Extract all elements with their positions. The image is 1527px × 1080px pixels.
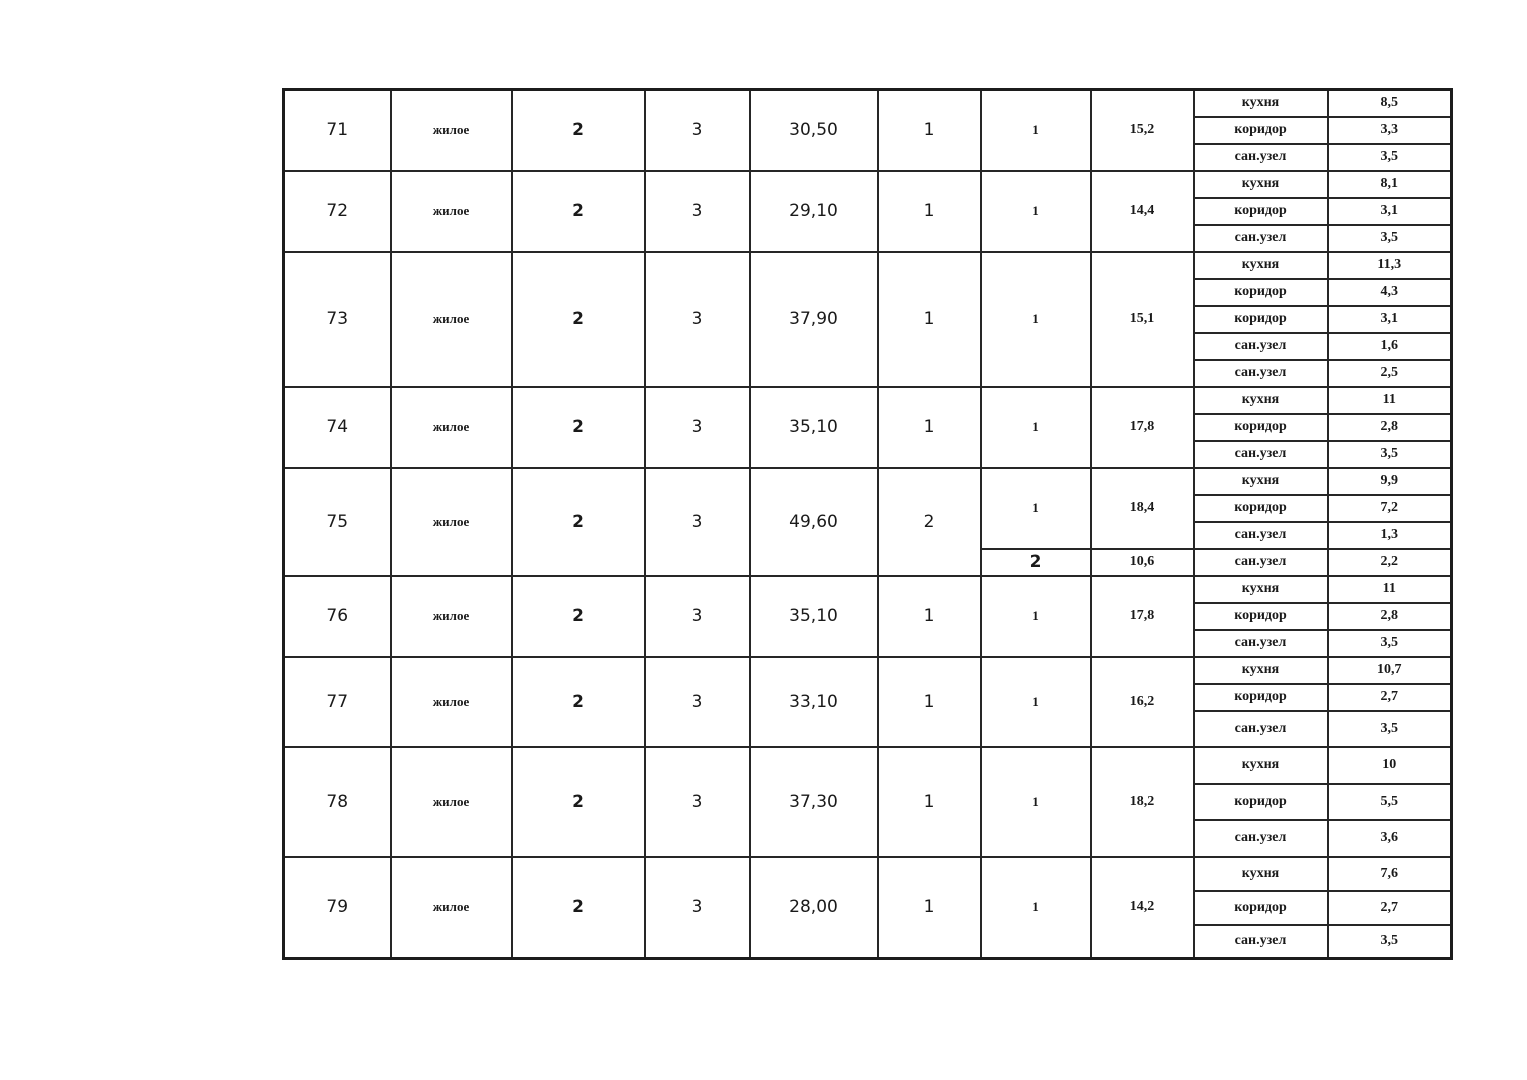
total-area: 37,90	[750, 252, 878, 387]
rooms-count: 1	[878, 252, 981, 387]
aux-room-name: сан.узел	[1194, 144, 1328, 171]
aux-room-area: 7,2	[1328, 495, 1452, 522]
living-room-area: 15,2	[1091, 90, 1194, 171]
living-room-number: 1	[981, 90, 1091, 171]
aux-room-name: коридор	[1194, 306, 1328, 333]
rooms-count: 1	[878, 387, 981, 468]
apartment-type: жилое	[391, 747, 512, 857]
rooms-count: 1	[878, 576, 981, 657]
living-room-number: 1	[981, 252, 1091, 387]
apartment-type: жилое	[391, 171, 512, 252]
aux-room-area: 2,7	[1328, 891, 1452, 925]
apartment-type: жилое	[391, 468, 512, 576]
apartment-col3: 2	[512, 387, 645, 468]
aux-room-name: коридор	[1194, 279, 1328, 306]
apartment-type: жилое	[391, 857, 512, 959]
aux-room-name: сан.узел	[1194, 549, 1328, 576]
rooms-count: 1	[878, 857, 981, 959]
apartment-col3: 2	[512, 747, 645, 857]
rooms-count: 1	[878, 747, 981, 857]
living-room-area: 16,2	[1091, 657, 1194, 747]
aux-room-name: сан.узел	[1194, 630, 1328, 657]
aux-room-name: сан.узел	[1194, 441, 1328, 468]
living-room-area: 17,8	[1091, 576, 1194, 657]
apartment-col4: 3	[645, 171, 750, 252]
living-room-area: 14,4	[1091, 171, 1194, 252]
apartment-col3: 2	[512, 171, 645, 252]
aux-room-area: 2,8	[1328, 414, 1452, 441]
total-area: 30,50	[750, 90, 878, 171]
apartment-table	[282, 88, 1453, 960]
aux-room-name: сан.узел	[1194, 360, 1328, 387]
total-area: 49,60	[750, 468, 878, 576]
aux-room-area: 3,6	[1328, 820, 1452, 857]
aux-room-area: 11	[1328, 576, 1452, 603]
apartment-type: жилое	[391, 90, 512, 171]
apartment-number: 78	[284, 747, 391, 857]
apartment-col3: 2	[512, 857, 645, 959]
aux-room-area: 11,3	[1328, 252, 1452, 279]
aux-room-area: 3,5	[1328, 711, 1452, 747]
living-room-area: 18,2	[1091, 747, 1194, 857]
apartment-number: 71	[284, 90, 391, 171]
aux-room-area: 3,1	[1328, 198, 1452, 225]
apartment-col4: 3	[645, 387, 750, 468]
aux-room-area: 10,7	[1328, 657, 1452, 684]
aux-room-area: 8,5	[1328, 90, 1452, 117]
total-area: 28,00	[750, 857, 878, 959]
aux-room-area: 4,3	[1328, 279, 1452, 306]
aux-room-name: сан.узел	[1194, 820, 1328, 857]
living-room-area: 15,1	[1091, 252, 1194, 387]
living-room-area: 18,4	[1091, 468, 1194, 549]
aux-room-area: 1,3	[1328, 522, 1452, 549]
apartment-number: 73	[284, 252, 391, 387]
apartment-col4: 3	[645, 468, 750, 576]
aux-room-name: коридор	[1194, 117, 1328, 144]
apartment-type: жилое	[391, 657, 512, 747]
apartment-type: жилое	[391, 576, 512, 657]
aux-room-name: коридор	[1194, 414, 1328, 441]
apartment-col3: 2	[512, 657, 645, 747]
living-room-number: 1	[981, 657, 1091, 747]
apartment-col4: 3	[645, 857, 750, 959]
aux-room-area: 9,9	[1328, 468, 1452, 495]
apartment-number: 72	[284, 171, 391, 252]
aux-room-name: кухня	[1194, 468, 1328, 495]
apartment-number: 74	[284, 387, 391, 468]
rooms-count: 1	[878, 657, 981, 747]
apartment-number: 79	[284, 857, 391, 959]
aux-room-area: 3,5	[1328, 225, 1452, 252]
apartment-col4: 3	[645, 576, 750, 657]
apartment-col4: 3	[645, 252, 750, 387]
apartment-col3: 2	[512, 90, 645, 171]
aux-room-name: коридор	[1194, 784, 1328, 820]
aux-room-name: коридор	[1194, 891, 1328, 925]
living-room-area: 10,6	[1091, 549, 1194, 576]
apartment-number: 76	[284, 576, 391, 657]
living-room-number: 1	[981, 387, 1091, 468]
living-room-number: 1	[981, 747, 1091, 857]
living-room-number: 2	[981, 549, 1091, 576]
apartment-col3: 2	[512, 576, 645, 657]
apartment-col4: 3	[645, 747, 750, 857]
aux-room-name: сан.узел	[1194, 925, 1328, 959]
aux-room-area: 3,1	[1328, 306, 1452, 333]
apartment-col3: 2	[512, 252, 645, 387]
aux-room-name: сан.узел	[1194, 711, 1328, 747]
aux-room-area: 2,2	[1328, 549, 1452, 576]
aux-room-area: 2,8	[1328, 603, 1452, 630]
aux-room-name: коридор	[1194, 603, 1328, 630]
aux-room-area: 3,3	[1328, 117, 1452, 144]
rooms-count: 1	[878, 171, 981, 252]
apartment-number: 77	[284, 657, 391, 747]
apartment-number: 75	[284, 468, 391, 576]
apartment-type: жилое	[391, 387, 512, 468]
aux-room-area: 10	[1328, 747, 1452, 784]
aux-room-name: кухня	[1194, 252, 1328, 279]
total-area: 35,10	[750, 387, 878, 468]
aux-room-area: 3,5	[1328, 441, 1452, 468]
living-room-number: 1	[981, 171, 1091, 252]
apartment-col4: 3	[645, 657, 750, 747]
total-area: 37,30	[750, 747, 878, 857]
aux-room-area: 2,7	[1328, 684, 1452, 711]
living-room-number: 1	[981, 576, 1091, 657]
living-room-number: 1	[981, 468, 1091, 549]
apartment-type: жилое	[391, 252, 512, 387]
aux-room-area: 3,5	[1328, 630, 1452, 657]
total-area: 33,10	[750, 657, 878, 747]
aux-room-area: 1,6	[1328, 333, 1452, 360]
aux-room-name: кухня	[1194, 387, 1328, 414]
aux-room-area: 5,5	[1328, 784, 1452, 820]
aux-room-name: кухня	[1194, 90, 1328, 117]
aux-room-area: 7,6	[1328, 857, 1452, 891]
rooms-count: 1	[878, 90, 981, 171]
aux-room-area: 3,5	[1328, 925, 1452, 959]
total-area: 29,10	[750, 171, 878, 252]
aux-room-name: сан.узел	[1194, 522, 1328, 549]
aux-room-area: 8,1	[1328, 171, 1452, 198]
apartment-col3: 2	[512, 468, 645, 576]
aux-room-name: кухня	[1194, 576, 1328, 603]
apartment-col4: 3	[645, 90, 750, 171]
aux-room-name: коридор	[1194, 684, 1328, 711]
aux-room-name: сан.узел	[1194, 225, 1328, 252]
aux-room-name: коридор	[1194, 495, 1328, 522]
aux-room-area: 2,5	[1328, 360, 1452, 387]
aux-room-name: коридор	[1194, 198, 1328, 225]
aux-room-name: кухня	[1194, 171, 1328, 198]
rooms-count: 2	[878, 468, 981, 576]
aux-room-name: кухня	[1194, 657, 1328, 684]
aux-room-name: сан.узел	[1194, 333, 1328, 360]
aux-room-area: 3,5	[1328, 144, 1452, 171]
living-room-area: 17,8	[1091, 387, 1194, 468]
living-room-number: 1	[981, 857, 1091, 959]
aux-room-name: кухня	[1194, 747, 1328, 784]
total-area: 35,10	[750, 576, 878, 657]
living-room-area: 14,2	[1091, 857, 1194, 959]
aux-room-name: кухня	[1194, 857, 1328, 891]
aux-room-area: 11	[1328, 387, 1452, 414]
